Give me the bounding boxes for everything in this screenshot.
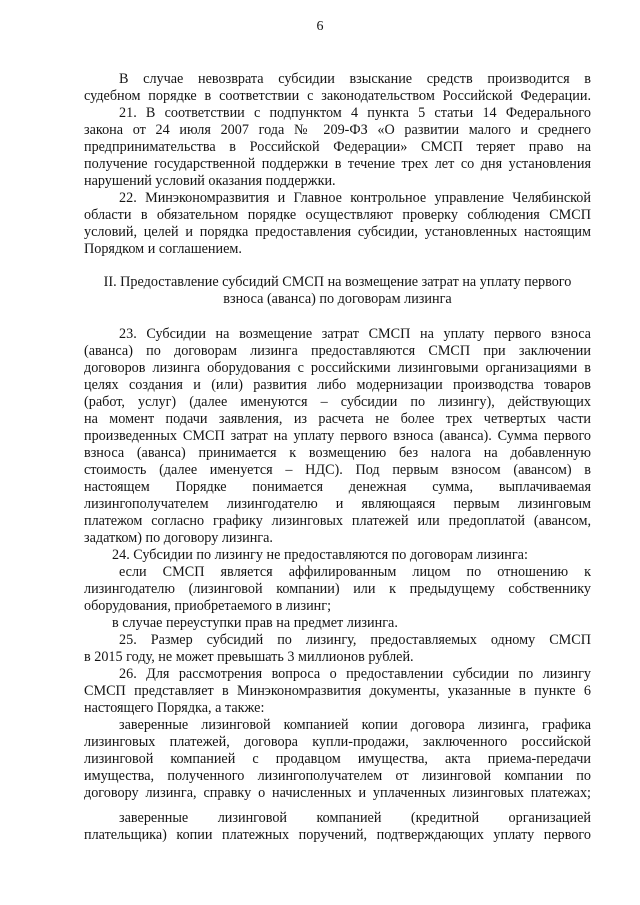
text-line: нарушений условий оказания поддержки. bbox=[84, 173, 336, 189]
text-line: 24. Субсидии по лизингу не предоставляются по договорам лизинга: bbox=[112, 547, 528, 563]
text-line: взноса (аванса) принимается к возмещению без налога на добавленную bbox=[84, 445, 591, 461]
text-line: СМСП представляет в Минэкономразвития документы, указанные в пункте 6 bbox=[84, 683, 591, 699]
text-line: платежом согласно графику лизинговых платежей или предоплатой (авансом, bbox=[84, 513, 591, 529]
page-number: 6 bbox=[316, 19, 324, 34]
text-line: (работ, услуг) (далее именуются – субсидии по лизингу), действующих bbox=[84, 394, 591, 410]
text-line: предпринимательства в Российской Федерации» СМСП теряет право на bbox=[84, 139, 591, 155]
text-line: заверенные лизинговой компанией (кредитной организацией bbox=[119, 810, 591, 826]
text-line: области в обязательном порядке осуществляют проверку соблюдения СМСП bbox=[84, 207, 591, 223]
text-line: в 2015 году, не может превышать 3 миллионов рублей. bbox=[84, 649, 414, 665]
text-line: произведенных СМСП затрат на уплату первого взноса (аванса). Сумма первого bbox=[84, 428, 591, 444]
section-heading: II. Предоставление субсидий СМСП на возмещение затрат на уплату первого bbox=[103, 274, 572, 290]
text-line: лизинговых платежей, договора купли-продажи, заключенного российской bbox=[84, 734, 591, 750]
text-line: 25. Размер субсидий по лизингу, предоставляемых одному СМСП bbox=[119, 632, 591, 648]
text-line: Порядком и соглашением. bbox=[84, 241, 242, 257]
text-line: получение государственной поддержки в течение трех лет со дня установления bbox=[84, 156, 591, 172]
text-line: судебном порядке в соответствии с законодательством Российской Федерации. bbox=[84, 88, 591, 104]
text-line: стоимость (далее именуется – НДС). Под первым взносом (авансом) в bbox=[84, 462, 591, 478]
text-line: лизингодателю (лизинговой компании) или к предыдущему собственнику bbox=[84, 581, 591, 597]
text-line: В случае невозврата субсидии взыскание средств производится в bbox=[119, 71, 591, 87]
text-line: 26. Для рассмотрения вопроса о предоставлении субсидии по лизингу bbox=[119, 666, 591, 682]
text-line: 21. В соответствии с подпунктом 4 пункта 5 статьи 14 Федерального bbox=[119, 105, 591, 121]
text-line: закона от 24 июля 2007 года № 209-ФЗ «О развитии малого и среднего bbox=[84, 122, 591, 138]
section-heading: взноса (аванса) по договорам лизинга bbox=[223, 291, 452, 307]
text-line: условий, целей и порядка предоставления субсидии, установленных настоящим bbox=[84, 224, 591, 240]
text-line: лизинговой компанией с продавцом имущества, акта приема-передачи bbox=[84, 751, 591, 767]
text-line: 23. Субсидии на возмещение затрат СМСП на уплату первого взноса bbox=[119, 326, 591, 342]
text-line: (аванса) по договорам лизинга предоставляются СМСП при заключении bbox=[84, 343, 591, 359]
text-line: настоящем Порядке понимается денежная сумма, выплачиваемая bbox=[84, 479, 591, 495]
text-line: на момент подачи заявления, из расчета не более трех четвертых части bbox=[84, 411, 591, 427]
text-line: если СМСП является аффилированным лицом по отношению к bbox=[119, 564, 591, 580]
text-line: договоров лизинга оборудования с российскими лизинговыми организациями в bbox=[84, 360, 591, 376]
text-line: договору лизинга, справку о начисленных и уплаченных лизинговых платежах; bbox=[84, 785, 591, 801]
text-line: настоящего Порядка, а также: bbox=[84, 700, 265, 716]
text-line: задатком) по договору лизинга. bbox=[84, 530, 273, 546]
text-line: оборудования, приобретаемого в лизинг; bbox=[84, 598, 332, 614]
text-line: лизингополучателем лизингодателю и являющаяся первым лизинговым bbox=[84, 496, 591, 512]
text-line: в случае переуступки прав на предмет лизинга. bbox=[112, 615, 398, 631]
text-line: имущества, полученного лизингополучателем от лизинговой компании по bbox=[84, 768, 591, 784]
text-line: целях создания и (или) развития либо модернизации производства товаров bbox=[84, 377, 591, 393]
text-line: 22. Минэкономразвития и Главное контрольное управление Челябинской bbox=[119, 190, 591, 206]
text-line: заверенные лизинговой компанией копии договора лизинга, графика bbox=[119, 717, 591, 733]
text-line: плательщика) копии платежных поручений, подтверждающих уплату первого bbox=[84, 827, 591, 843]
